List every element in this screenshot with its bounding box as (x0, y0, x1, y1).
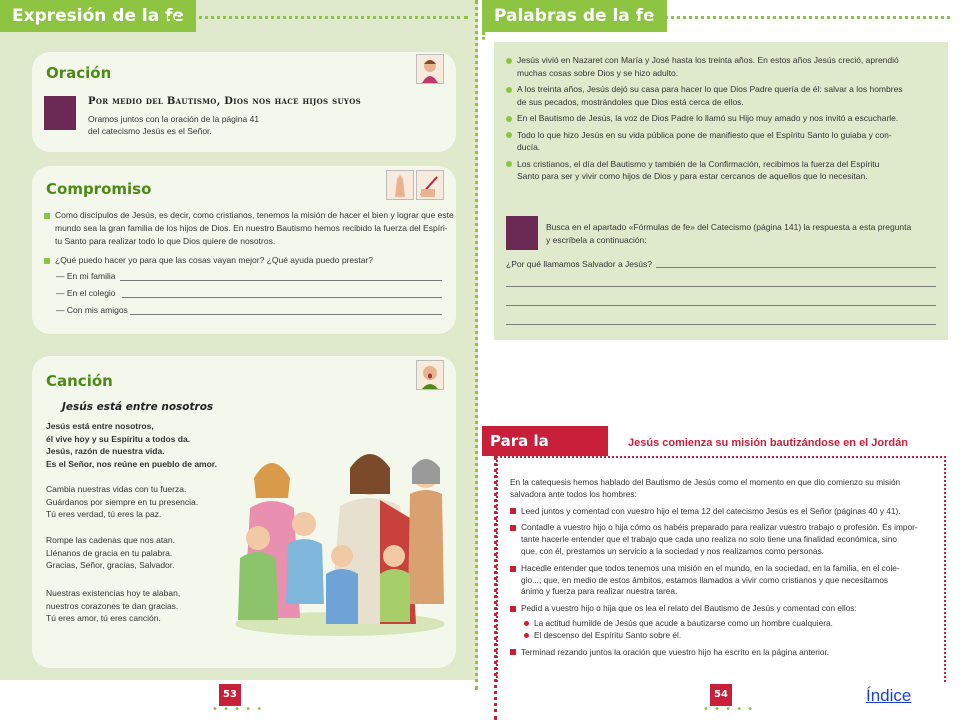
oracion-line2: del catecismo Jesús es el Señor. (88, 126, 212, 136)
compromiso-card (32, 166, 456, 334)
palabras-bullet-2 (506, 83, 942, 108)
page-number-54: 54 (710, 684, 732, 706)
familia-item-3-line3: ánimo y fuerza para realizar nuestra tarea. (521, 586, 678, 597)
compromiso-title: Compromiso (46, 180, 152, 198)
compromiso-item-amigos: — Con mis amigos (56, 305, 128, 315)
answer-line-4 (506, 324, 936, 325)
page-number-53: 53 (219, 684, 241, 706)
right-header-text: Palabras de la fe (494, 6, 655, 26)
page-dots-left: • • • • • (212, 704, 264, 715)
bullet-red-square (510, 606, 516, 612)
verse-line: Guárdanos por siempre en tu presencia. (46, 496, 199, 507)
palabras-bullet-4 (506, 129, 942, 154)
compromiso-p1-line2: mundo sea la gran familia de los hijos de Dios. En nuestro Bautismo hemos recibido la fuerza del Espíri- (55, 223, 448, 233)
palabras-bullet-1-line1: Jesús vivió en Nazaret con María y José hasta los treinta años. En estos años Jesús creció, aprendió (517, 55, 899, 65)
palabras-bullet-5 (506, 158, 942, 183)
cancion-card (32, 356, 456, 668)
familia-intro-line2: salvadora ante todos los hombres: (510, 488, 637, 499)
right-page-dotted-border (482, 32, 485, 40)
cancion-title: Canción (46, 372, 113, 390)
bullet-red-square (510, 566, 516, 572)
familia-content (510, 477, 936, 658)
compromiso-p2 (44, 254, 373, 267)
praying-girl-icon (416, 54, 444, 84)
indice-link[interactable]: Índice (866, 686, 912, 705)
familia-item-1 (510, 506, 936, 518)
palabras-bullet-3 (506, 112, 942, 125)
familia-item-2-line1: Contadle a vuestro hijo o hija cómo os habéis preparado para realizar vuestro trabajo o profesión. Es impor- (521, 522, 918, 533)
busca-line1: Busca en el apartado «Fórmulas de fe» del Catecismo (página 141) la respuesta a esta pregunta (546, 222, 912, 232)
jesus-with-children-illustration (230, 428, 448, 638)
familia-item-2-line3: que, con él, prestamos un servicio a la sociedad y nos realizamos como personas. (521, 545, 824, 556)
busca-line2: y escríbela a continuación: (546, 235, 647, 245)
oracion-heading: Por medio del Bautismo, Dios nos hace hijos suyos (88, 96, 361, 107)
bullet-square (44, 258, 50, 264)
verse-line: Gracias, Señor, gracias, Salvador. (46, 560, 175, 570)
compromiso-p1-line1-text: Como discípulos de Jesús, es decir, como cristianos, tenemos la misión de hacer el bien y lograr que este (55, 210, 454, 220)
oracion-line1: Oramos juntos con la oración de la página 41 (88, 114, 260, 124)
left-header-tab: Expresión de la fe (0, 0, 196, 32)
answer-line-3 (506, 305, 936, 306)
palabras-bullet-1-line2: muchas cosas sobre Dios y se hizo adulto. (517, 67, 679, 78)
answer-line-amigos (130, 314, 442, 315)
writing-hand-icon (416, 170, 444, 200)
familia-item-4-text: Pedid a vuestro hijo o hija que os lea el relato del Bautismo de Jesús y comentad con ellos: (521, 603, 857, 614)
chorus-line: él vive hoy y su Espíritu a todos da. (46, 433, 191, 444)
verse-line: Rompe las cadenas que nos atan. (46, 535, 176, 545)
palabras-bullet-5-line2: Santo para ser y vivir como hijos de Dios y para estar cercanos de aquellos que lo necesitan. (517, 171, 868, 181)
chorus-line: Jesús, razón de nuestra vida. (46, 446, 165, 456)
palabras-bullet-4-line1: Todo lo que hizo Jesús en su vida pública pone de manifiesto que el Espíritu Santo lo guiaba y con- (517, 129, 892, 140)
familia-title: Jesús comienza su misión bautizándose en el Jordán (628, 437, 908, 449)
answer-line-familia (120, 280, 442, 281)
familia-item-4 (510, 603, 936, 615)
compromiso-p1-line3: tu Santo para realizar todo lo que Dios quiere de nosotros. (55, 236, 276, 246)
song-verse-3 (46, 587, 180, 625)
bullet-dot (506, 116, 512, 122)
familia-sub-item-1-text: La actitud humilde de Jesús que acude a bautizarse como un hombre cualquiera. (534, 617, 833, 628)
familia-sub-item-2-text: El descenso del Espíritu Santo sobre él. (534, 629, 682, 640)
verse-line: Nuestras existencias hoy te alaban, (46, 588, 181, 598)
oracion-title: Oración (46, 64, 112, 82)
familia-item-1-text: Leed juntos y comentad con vuestro hijo el tema 12 del catecismo Jesús es el Señor (páginas 40 y 41). (521, 505, 901, 516)
answer-line-2 (506, 286, 936, 287)
familia-sub-item-1 (510, 618, 936, 630)
oracion-card (32, 52, 456, 152)
palabras-bullet-2-line2: de sus pecados, mostrándoles que Dios está cerca de ellos. (517, 96, 744, 107)
palabras-bullet-5-line1: Los cristianos, el día del Bautismo y también de la Confirmación, recibimos la fuerza del Espíritu (517, 158, 880, 169)
song-title: Jesús está entre nosotros (62, 401, 214, 413)
song-verse-1 (46, 483, 198, 521)
familia-item-3-line1: Hacedle entender que todos tenemos una misión en el mundo, en la sociedad, en la familia, en el cole- (521, 562, 900, 573)
bullet-red-dot (524, 633, 529, 638)
familia-sub-item-2 (510, 630, 936, 642)
bullet-dot (506, 87, 512, 93)
familia-left-dotted-line (494, 456, 497, 720)
familia-tab: Para la familia (482, 426, 608, 456)
bullet-red-square (510, 525, 516, 531)
familia-intro-line1: En la catequesis hemos hablado del Bautismo de Jesús como el momento en que dio comienzo su misión (510, 477, 901, 487)
palabras-bullet-1 (506, 54, 942, 79)
verse-line: Llénanos de gracia en tu palabra. (46, 547, 173, 558)
palabras-bullet-3-line1: En el Bautismo de Jesús, la voz de Dios Padre lo llamó su Hijo muy amado y nos invitó a escucharle. (517, 113, 899, 123)
answer-line-colegio (122, 297, 442, 298)
song-verse-2 (46, 534, 175, 572)
left-header-dotted-line (168, 16, 468, 19)
bullet-dot (506, 161, 512, 167)
question-text: ¿Por qué llamamos Salvador a Jesús? (506, 259, 652, 269)
verse-line: nuestros corazones te dan gracias. (46, 600, 179, 611)
bullet-dot (506, 132, 512, 138)
compromiso-p1-line1 (44, 209, 454, 222)
catecismo-book-icon (506, 216, 538, 250)
compromiso-p2-text: ¿Qué puedo hacer yo para que las cosas vayan mejor? ¿Qué ayuda puedo prestar? (55, 255, 373, 265)
familia-item-3-line2: gio...; que, en medio de estos ámbitos, estamos llamados a vivir como cristianos y que necesitamos (521, 574, 889, 585)
answer-line-1 (656, 267, 936, 268)
verse-line: Tú eres amor, tú eres canción. (46, 613, 161, 623)
singing-child-icon (416, 360, 444, 390)
familia-item-2-line2: tante hacerle entender que el trabajo que cada uno realiza no solo tiene una finalidad económica, sino (521, 534, 897, 545)
chorus-line: Es el Señor, nos reúne en pueblo de amor. (46, 458, 217, 469)
familia-item-2 (510, 522, 936, 557)
chorus-line: Jesús está entre nosotros, (46, 421, 154, 431)
palabras-bullet-list (506, 54, 942, 183)
verse-line: Cambia nuestras vidas con tu fuerza. (46, 484, 187, 494)
familia-item-3 (510, 563, 936, 598)
song-chorus (46, 420, 217, 470)
palabras-bullet-4-line2: ducía. (517, 142, 541, 152)
bullet-red-square (510, 649, 516, 655)
familia-last-item-text: Terminad rezando juntos la oración que vuestro hijo ha escrito en la página anterior. (521, 646, 830, 657)
verse-line: Tú eres verdad, tú eres la paz. (46, 509, 162, 519)
compromiso-item-familia: — En mi familia (56, 271, 116, 281)
praying-hands-icon (386, 170, 414, 200)
catecismo-book-icon (44, 96, 76, 130)
left-page-dotted-border (475, 0, 478, 690)
right-header-dotted-line (630, 16, 950, 19)
compromiso-item-colegio: — En el colegio (56, 288, 116, 298)
bullet-red-dot (524, 621, 529, 626)
bullet-red-square (510, 508, 516, 514)
bullet-dot (506, 58, 512, 64)
familia-last-item (510, 647, 936, 659)
page-dots-right: • • • • • (703, 704, 755, 715)
bullet-square (44, 213, 50, 219)
palabras-bullet-2-line1: A los treinta años, Jesús dejó su casa para hacer lo que Dios Padre quería de él: salvar a los hombres (517, 84, 903, 94)
